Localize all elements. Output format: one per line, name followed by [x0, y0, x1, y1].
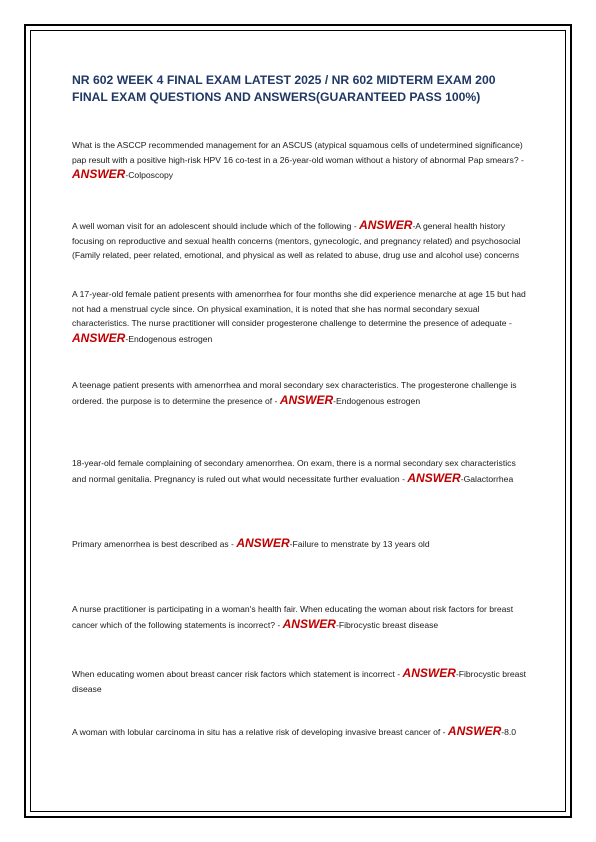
answer-text: -A general health history focusing on reproductive and sexual health concerns (mentors, gynecologic, and pregnancy related) and psychosocial (Family related, peer related, emotional, and physical as well as related to abuse, drug use and alcohol use) concerns [72, 221, 521, 260]
answer-text: -Fibrocystic breast disease [335, 619, 439, 630]
document-title: NR 602 WEEK 4 FINAL EXAM LATEST 2025 / NR 602 MIDTERM EXAM 200 FINAL EXAM QUESTIONS AND ANSWERS(GUARANTEED PASS 100%) [72, 73, 496, 104]
answer-text: -8.0 [501, 727, 517, 737]
answer-text: -Fibrocystic breast disease [72, 669, 527, 694]
qa-item-1 [72, 138, 528, 183]
qa-item-5 [72, 456, 528, 486]
answer-label: ANSWER [279, 392, 334, 407]
answer-label: ANSWER [407, 470, 461, 485]
question-text: 18-year-old female complaining of secondary amenorrhea. On exam, there is a normal secondary sex characteristics and normal genitalia. Pregnancy is ruled out what would necessitate further evaluation - [72, 458, 516, 484]
qa-item-9 [72, 724, 516, 740]
qa-item-3 [72, 287, 528, 346]
question-text: Primary amenorrhea is best described as - [72, 539, 237, 549]
answer-text: -Failure to menstrate by 13 years old [289, 539, 430, 549]
question-text: A 17-year-old female patient presents with amenorrhea for four months she did experience menarche at age 15 but had not had a menstrual cycle since. On physical examination, it is noted that she has normal secondary sexual characteristics. The nurse practitioner will consider progesterone challenge to determine the presence of adequate - [72, 289, 526, 328]
answer-text: -Endogenous estrogen [125, 333, 213, 344]
answer-text: -Galactorrhea [460, 473, 514, 484]
question-text: When educating women about breast cancer risk factors which statement is incorrect - [72, 669, 403, 679]
question-text: A nurse practitioner is participating in a woman's health fair. When educating the woman about risk factors for breast cancer which of the following statements is incorrect? - [72, 604, 514, 630]
answer-text: -Endogenous estrogen [333, 395, 421, 406]
answer-label: ANSWER [402, 666, 456, 680]
qa-item-8 [72, 666, 528, 696]
answer-label: ANSWER [72, 330, 126, 345]
answer-label: ANSWER [447, 724, 502, 738]
question-text: A teenage patient presents with amenorrhea and moral secondary sex characteristics. The progesterone challenge is ordered. the purpose is to determine the presence of - [72, 380, 517, 406]
qa-item-7 [72, 602, 528, 632]
answer-label: ANSWER [359, 218, 413, 232]
answer-label: ANSWER [72, 167, 126, 181]
qa-item-6 [72, 536, 430, 552]
answer-label: ANSWER [236, 536, 290, 550]
question-text: What is the ASCCP recommended management for an ASCUS (atypical squamous cells of undetermined significance) pap result with a positive high-risk HPV 16 co-test in a 26-year-old woman without a history of abnormal Pap smears? - [72, 140, 524, 165]
qa-item-2 [72, 218, 528, 263]
question-text: A well woman visit for an adolescent should include which of the following - [72, 221, 360, 231]
qa-item-4 [72, 378, 528, 408]
answer-label: ANSWER [282, 616, 336, 631]
question-text: A woman with lobular carcinoma in situ has a relative risk of developing invasive breast cancer of - [72, 727, 448, 737]
answer-text: -Colposcopy [125, 170, 174, 180]
